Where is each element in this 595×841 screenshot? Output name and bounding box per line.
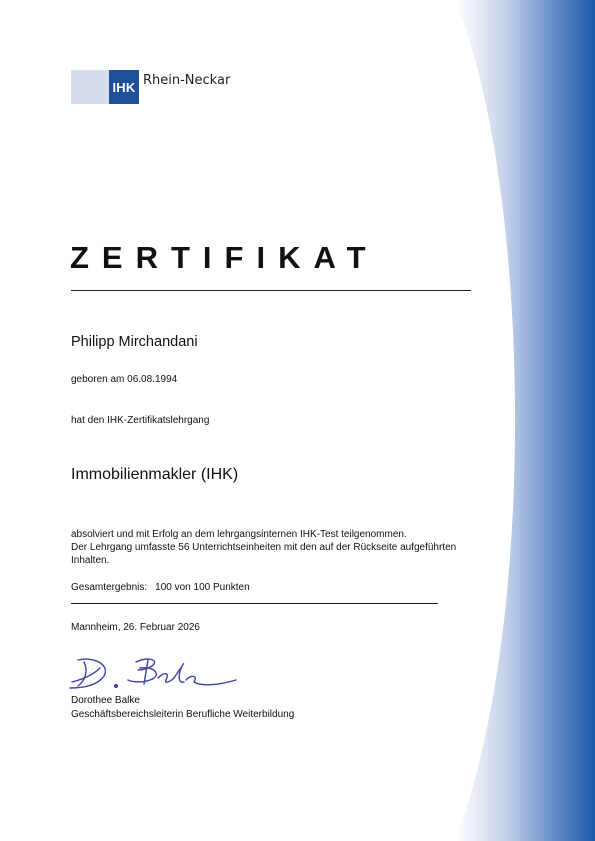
body-line-1: absolviert und mit Erfolg an dem lehrgangsinternen IHK-Test teilgenommen. (71, 529, 407, 540)
birth-line: geboren am 06.08.1994 (71, 374, 178, 385)
signer-title: Geschäftsbereichsleiterin Berufliche Weiterbildung (71, 709, 295, 720)
signature-image (66, 652, 241, 694)
completion-text (71, 528, 491, 567)
result-divider (71, 603, 438, 604)
ihk-logo (71, 70, 230, 104)
result-value: 100 von 100 Punkten (155, 582, 250, 593)
result-row (71, 582, 250, 593)
logo-light-block (71, 70, 109, 104)
title-divider (71, 290, 471, 291)
certificate-title: ZERTIFIKAT (70, 240, 379, 275)
course-name: Immobilienmakler (IHK) (71, 466, 239, 483)
result-label: Gesamtergebnis: (71, 582, 148, 593)
recipient-name: Philipp Mirchandani (71, 334, 198, 350)
logo-region-text: Rhein-Neckar (143, 73, 231, 88)
body-line-2: Der Lehrgang umfasste 56 Unterrichtseinheiten mit den auf der Rückseite aufgeführten Inhalten. (71, 542, 457, 566)
signer-name: Dorothee Balke (71, 695, 140, 706)
place-date: Mannheim, 26. Februar 2026 (71, 622, 200, 633)
intro-line: hat den IHK-Zertifikatslehrgang (71, 415, 210, 426)
logo-ihk-box: IHK (109, 70, 139, 104)
